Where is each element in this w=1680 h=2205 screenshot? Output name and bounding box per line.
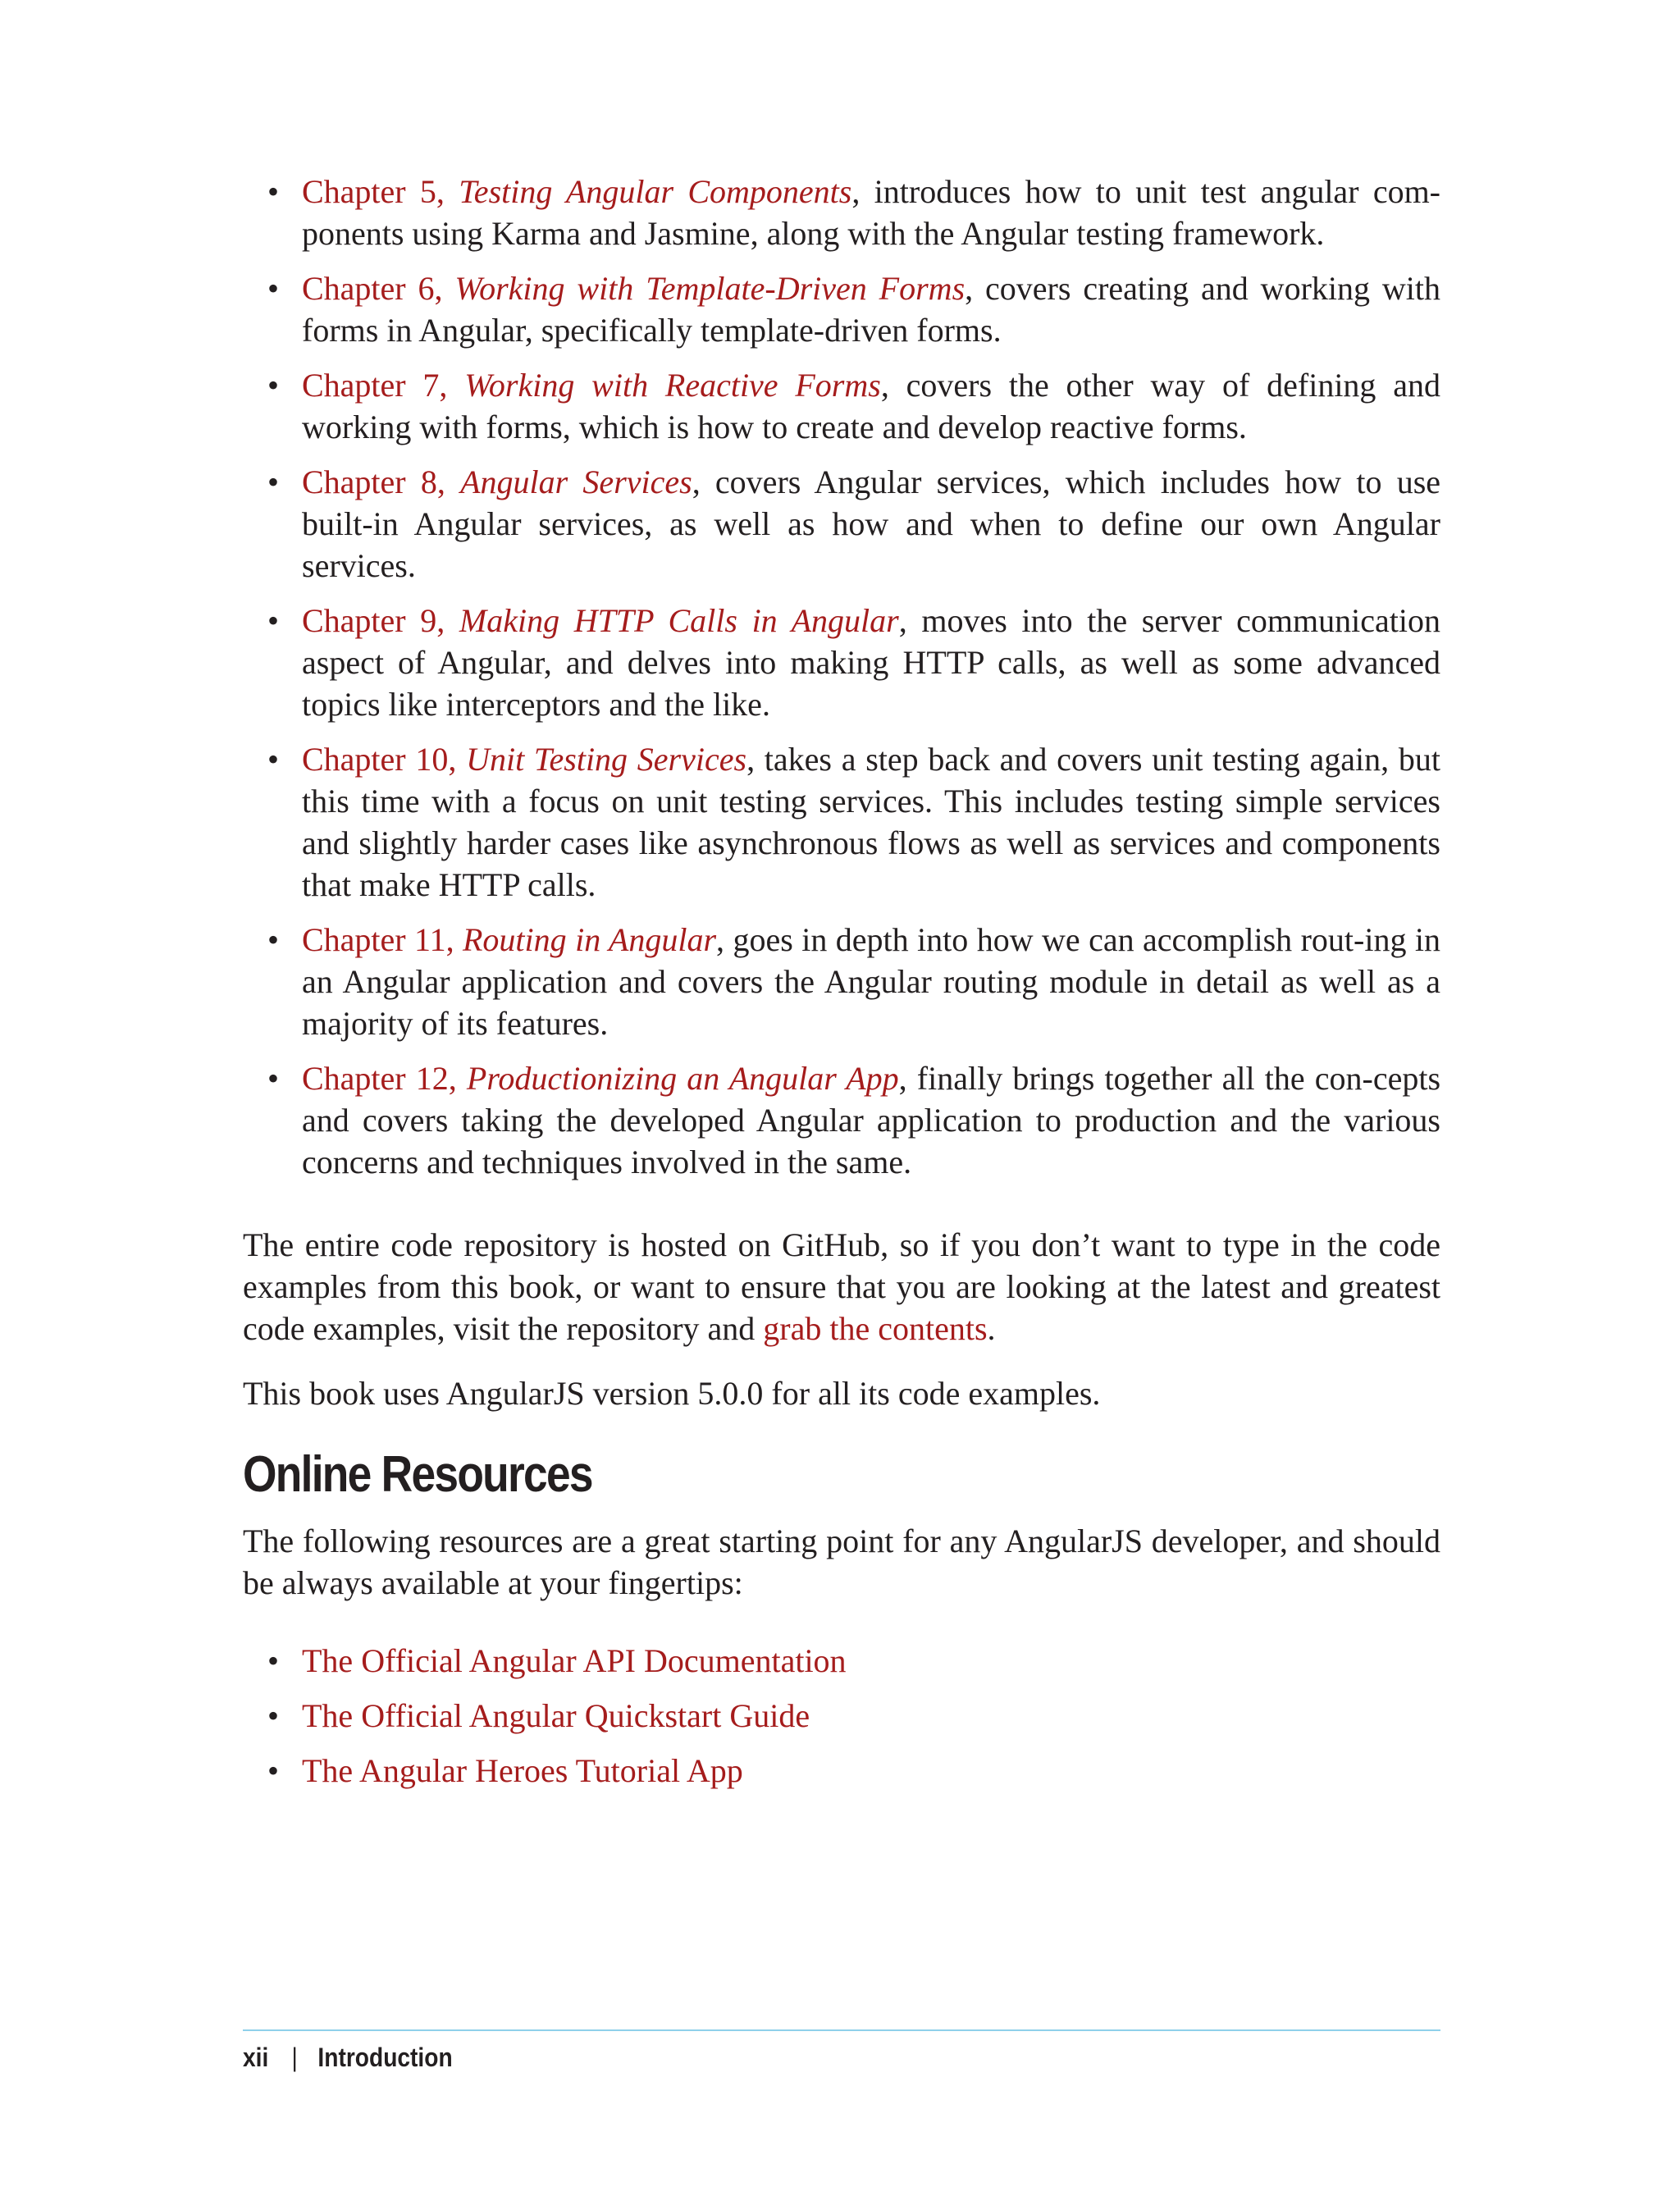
chapter-link[interactable]: Chapter 12, Productionizing an Angular App bbox=[302, 1060, 899, 1097]
list-item: • Chapter 12, Productionizing an Angular App, finally brings together all the con-cepts and covers taking the developed Angular application to production and the various concerns and techniques involved in the same. bbox=[243, 1057, 1440, 1183]
page-number: xii bbox=[243, 2043, 269, 2072]
page-content bbox=[243, 171, 1440, 1805]
chapter-link[interactable]: Chapter 7, Working with Reactive Forms bbox=[302, 367, 881, 404]
list-item bbox=[243, 1640, 1440, 1682]
chapter-link[interactable]: Chapter 6, Working with Template-Driven Forms bbox=[302, 270, 966, 307]
resource-list bbox=[243, 1640, 1440, 1792]
resources-intro: The following resources are a great starting point for any AngularJS developer, and should be always available at your fingertips: bbox=[243, 1522, 1440, 1601]
list-item: • Chapter 6, Working with Template-Driven Forms, covers creating and working with forms in Angular, specifically template-driven forms. bbox=[243, 267, 1440, 351]
list-item: • Chapter 7, Working with Reactive Forms, covers the other way of defining and working with forms, which is how to create and develop reactive forms. bbox=[243, 364, 1440, 448]
section-heading: Online Resources bbox=[243, 1446, 592, 1503]
grab-contents-link[interactable]: grab the contents bbox=[763, 1310, 988, 1347]
resource-link-heroes-tutorial[interactable]: The Angular Heroes Tutorial App bbox=[302, 1752, 743, 1789]
list-item: • Chapter 9, Making HTTP Calls in Angular, moves into the server communication aspect of Angular, and delves into making HTTP calls, as well as some advanced topics like interceptors and the like. bbox=[243, 600, 1440, 725]
chapter-link[interactable]: Chapter 10, Unit Testing Services bbox=[302, 741, 747, 778]
resource-link-api-docs[interactable]: The Official Angular API Documentation bbox=[302, 1642, 847, 1679]
version-paragraph: This book uses AngularJS version 5.0.0 for all its code examples. bbox=[243, 1375, 1101, 1412]
list-item: • Chapter 8, Angular Services, covers Angular services, which includes how to use built-in Angular services, as well as how and when to define our own Angular services. bbox=[243, 461, 1440, 587]
footer-section-title: Introduction bbox=[317, 2043, 453, 2072]
list-item: • Chapter 5, Testing Angular Components, introduces how to unit test angular com-ponents using Karma and Jasmine, along with the Angular testing framework. bbox=[243, 171, 1440, 254]
chapter-link[interactable]: Chapter 11, Routing in Angular bbox=[302, 921, 717, 958]
chapter-link[interactable]: Chapter 5, Testing Angular Components bbox=[302, 173, 852, 210]
chapter-list bbox=[243, 171, 1440, 1183]
list-item: • Chapter 10, Unit Testing Services, takes a step back and covers unit testing again, but this time with a focus on unit testing services. This includes testing simple services and slightly harder cases like asynchronous flows as well as services and components that make HTTP calls. bbox=[243, 738, 1440, 906]
footer-separator: | bbox=[291, 2043, 298, 2072]
footer-divider bbox=[243, 2029, 1440, 2031]
repository-paragraph: The entire code repository is hosted on GitHub, so if you don’t want to type in the code examples from this book, or want to ensure that you are looking at the latest and greatest code examples, visit the repository and grab the contents. bbox=[243, 1226, 1440, 1347]
page-footer bbox=[243, 2043, 453, 2073]
chapter-link[interactable]: Chapter 9, Making HTTP Calls in Angular bbox=[302, 602, 899, 639]
list-item: • Chapter 11, Routing in Angular, goes in depth into how we can accomplish rout-ing in an Angular application and covers the Angular routing module in detail as well as a majority of its features. bbox=[243, 919, 1440, 1044]
list-item bbox=[243, 1695, 1440, 1737]
resource-link-quickstart[interactable]: The Official Angular Quickstart Guide bbox=[302, 1697, 810, 1734]
list-item bbox=[243, 1750, 1440, 1792]
chapter-link[interactable]: Chapter 8, Angular Services bbox=[302, 463, 692, 500]
